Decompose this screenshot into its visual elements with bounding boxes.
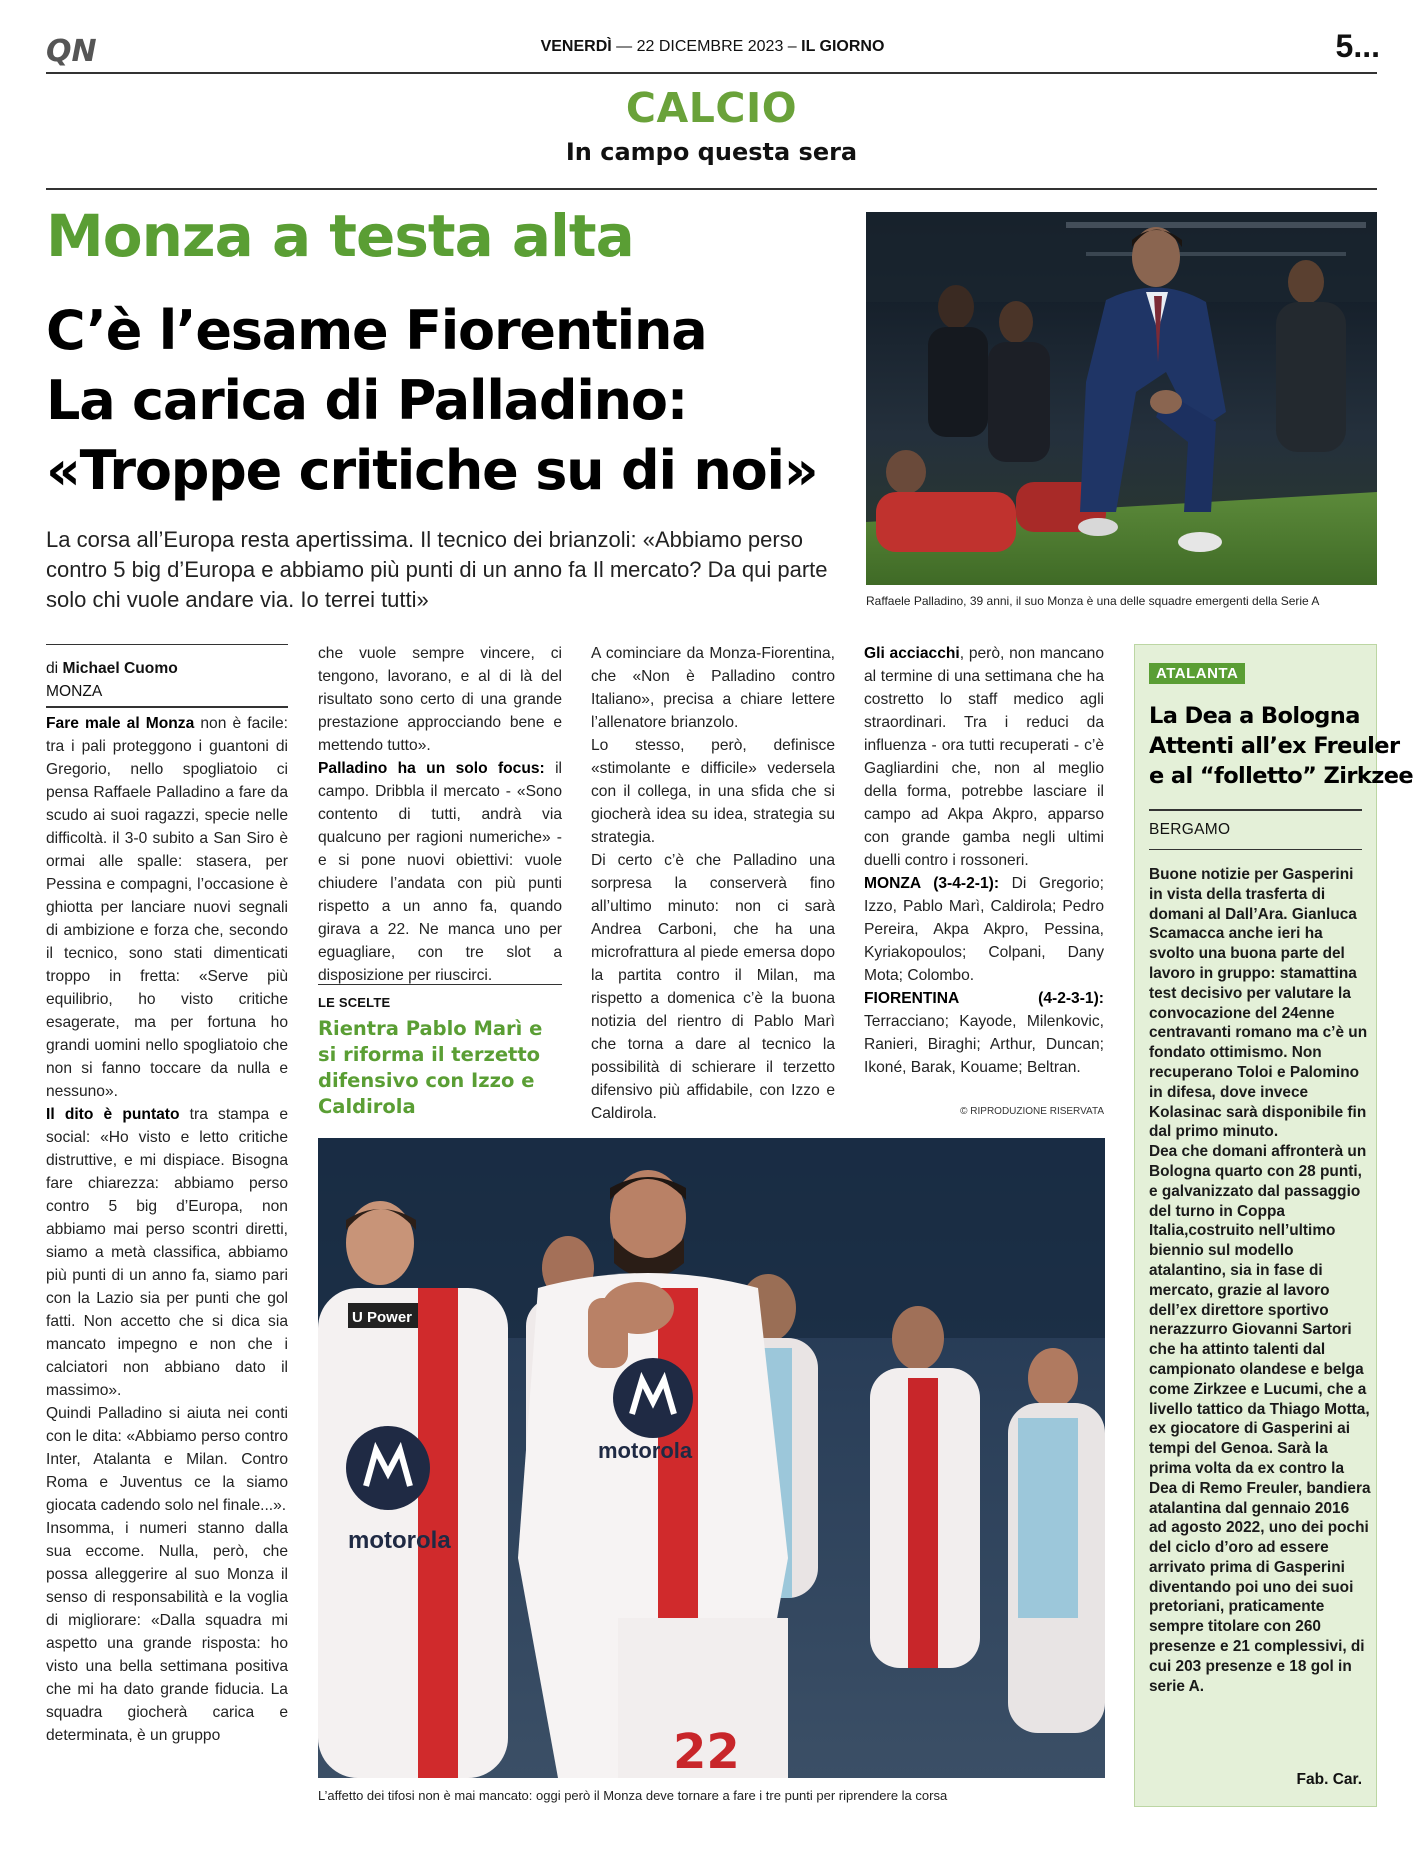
le-scelte-label: LE SCELTE bbox=[318, 995, 391, 1010]
headline-line: C’è l’esame Fiorentina bbox=[46, 299, 707, 362]
sidebar-paragraph bbox=[1149, 865, 1371, 1142]
page-number: 5... bbox=[1335, 28, 1380, 64]
headline-line: «Troppe critiche su di noi» bbox=[46, 439, 818, 502]
shirt-sponsor-left: motorola bbox=[348, 1527, 451, 1554]
sleeve-sponsor-text: U Power bbox=[352, 1309, 413, 1326]
section-subtitle: In campo questa sera bbox=[565, 138, 858, 166]
article-paragraph: Lo stesso, però, definisce «stimolante e difficile» vedersela con il collega, in una sfida che si giocherà idea su idea, strategia su strategia. bbox=[591, 737, 835, 846]
article-column-2 bbox=[318, 642, 562, 987]
header-rule bbox=[46, 72, 1377, 74]
logo-letter-n: N bbox=[71, 33, 95, 69]
paragraph-text: non è facile: tra i pali proteggono i guantoni di Gregorio, nello spogliatoio ci pensa Raffaele Palladino a fare da scudo ai suoi ragazzi, specie nelle difficoltà. il 3-0 subito a San Siro è ormai alle spalle: stasera, per Pessina e compagni, l’occasione è ghiotta per lanciare nuovi segnali di ambizione e forza che, secondo il tecnico, sono stati dimenticati troppo in fretta: «Serve più equilibrio, ho visto critiche esagerate, ma per fortuna ho grandi uomini nello spogliatoio che non si fanno toccare da nulla e nessuno». bbox=[46, 715, 288, 1100]
paragraph-text: per Gasperini in vista della trasferta di domani al Dall’Ara. Gianluca Scamacca anche ieri ha svolto una buona parte del lavoro in gruppo: stamattina test decisivo per valutare la convocazione del 24enne centravanti romano ma c’è un fondato ottimismo. Non recuperano Toloi e Palomino in difesa, dove invece Kolasinac sarà disponibile fin dal primo minuto. bbox=[1149, 866, 1368, 1141]
newspaper-logo bbox=[46, 33, 95, 69]
headline-title bbox=[46, 296, 817, 506]
atalanta-sidebar bbox=[1134, 644, 1414, 1807]
byline-rule bbox=[46, 706, 288, 708]
article-paragraph: Insomma, i numeri stanno dalla sua eccome. Nulla, però, che possa alleggerire al suo Monza il senso di responsabilità e la voglia di migliorare: «Dalla squadra mi aspetto una grande risposta: ho visto una bella settimana positiva che mi ha dato grande fiducia. La squadra giocherà carica e determinata, è un gruppo bbox=[46, 1520, 288, 1744]
players-photo bbox=[318, 1138, 1105, 1778]
lineup-team: MONZA (3-4-2-1): bbox=[864, 875, 1000, 892]
headline-summary: La corsa all’Europa resta apertissima. Il tecnico dei brianzoli: «Abbiamo perso contro 5 big d’Europa e abbiamo più punti di un anno fa Il mercato? Da qui parte solo chi vuole andare via. Io terrei tutti» bbox=[46, 527, 828, 612]
section-kicker: CALCIO bbox=[625, 84, 798, 132]
article-paragraph bbox=[864, 642, 1104, 872]
byline bbox=[46, 644, 288, 703]
coach-photo bbox=[866, 212, 1377, 585]
lineup-players: Terracciano; Kayode, Milenkovic, Ranieri, Biraghi; Arthur, Duncan; Ikoné, Barak, Kouame; Beltran. bbox=[864, 1013, 1104, 1076]
lineup-players: Di Gregorio; Izzo, Pablo Marì, Caldirola; Pedro Pereira, Akpa Akpro, Pessina, Kyriakopoulos; Colpani, Dany Mota; Colombo. bbox=[864, 875, 1104, 984]
article-column-3 bbox=[591, 642, 835, 1125]
lineup-fiorentina bbox=[864, 987, 1104, 1079]
paragraph-lead: Il dito è puntato bbox=[46, 1106, 180, 1123]
paragraph-lead: Fare male al Monza bbox=[46, 715, 195, 732]
sidebar-body bbox=[1149, 865, 1371, 1696]
sidebar-title-line: Attenti all’ex Freuler bbox=[1149, 733, 1400, 759]
le-scelte-box bbox=[318, 984, 562, 1120]
coach-photo-caption: Raffaele Palladino, 39 anni, il suo Monza è una delle squadre emergenti della Serie A bbox=[866, 594, 1320, 608]
dateline-separator: – bbox=[787, 38, 797, 55]
sidebar-title-line: e al “folletto” Zirkzee bbox=[1149, 763, 1414, 789]
sidebar-signature: Fab. Car. bbox=[1296, 1771, 1362, 1788]
coach-photo-illustration bbox=[866, 212, 1377, 585]
article-paragraph bbox=[318, 757, 562, 987]
logo-letter-q: Q bbox=[46, 33, 70, 69]
article-paragraph: Di certo c’è che Palladino una sorpresa la conserverà fino all’ultimo minuto: non ci sarà Andrea Carboni, che ha una microfrattura al piede emersa dopo la partita contro il Milan, ma rispetto a domenica c’è la buona notizia del rientro di Pablo Marì che torna a dare al tecnico la possibilità di schierare il terzetto difensivo più affidabile, con Izzo e Caldirola. bbox=[591, 852, 835, 1122]
article-column-1 bbox=[46, 712, 288, 1747]
article-paragraph: A cominciare da Monza-Fiorentina, che «Non è Palladino contro Italiano», precisa a chiare lettere l’allenatore brianzolo. bbox=[591, 645, 835, 731]
headline-line: La carica di Palladino: bbox=[46, 369, 688, 432]
shirt-number: 22 bbox=[673, 1724, 740, 1778]
sidebar-title-line: La Dea a Bologna bbox=[1149, 703, 1360, 729]
dateline bbox=[440, 38, 985, 56]
dateline-dash: — bbox=[616, 38, 633, 55]
dateline-paper: IL GIORNO bbox=[801, 38, 885, 55]
sidebar-tag: ATALANTA bbox=[1149, 663, 1245, 684]
le-scelte-title: Rientra Pablo Marì e si riforma il terzetto difensivo con Izzo e Caldirola bbox=[318, 1017, 543, 1118]
sidebar-rule bbox=[1149, 809, 1362, 811]
section-rule bbox=[46, 188, 1377, 190]
sidebar-paragraph: Dea che domani affronterà un Bologna quarto con 28 punti, e galvanizzato dal passaggio del turno in Coppa Italia,costruito nell’ultimo biennio sul modello atalantino, sia in fase di mercato, grazie al lavoro dell’ex direttore sportivo nerazzurro Giovanni Sartori che ha attinto talenti dal campionato olandese e belga come Zirkzee e Lucumi, che a livello tattico da Thiago Motta, ex giocatore di Gasperini ai tempi del Genoa. Sarà la prima volta da ex contro la Dea di Remo Freuler, bandiera atalantina dal gennaio 2016 ad agosto 2022, uno dei pochi del ciclo d’oro ad essere arrivato prima di Gasperini diventando poi uno dei suoi pretoriani, praticamente sempre titolare con 260 presenze e 21 complessivi, di cui 203 presenze e 18 gol in serie A. bbox=[1149, 1143, 1371, 1695]
sidebar-rule bbox=[1149, 849, 1362, 850]
byline-place: MONZA bbox=[46, 683, 103, 700]
paragraph-lead: Gli acciacchi bbox=[864, 645, 960, 662]
dateline-day: VENERDÌ bbox=[540, 38, 612, 55]
copyright-note: © RIPRODUZIONE RISERVATA bbox=[960, 1106, 1104, 1117]
lineup-team: FIORENTINA (4-2-3-1): bbox=[864, 990, 1104, 1007]
players-photo-caption: L’affetto dei tifosi non è mai mancato: oggi però il Monza deve tornare a fare i tre punti per riprendere la corsa bbox=[318, 1788, 948, 1803]
players-photo-illustration bbox=[318, 1138, 1105, 1778]
paragraph-text: tra stampa e social: «Ho visto e letto critiche distruttive, e mi dispiace. Bisogna fare chiarezza: abbiamo perso contro 5 big d’Europa, non abbiamo mai perso scontri diretti, siamo a metà classifica, abbiamo più punti di un anno fa, siamo pari con la Lazio sia per punti che gol fatti. Non accetto che si dica sia mancato impegno e non che i calciatori non abbiano dato il massimo». bbox=[46, 1106, 288, 1399]
headline-occhiello: Monza a testa alta bbox=[46, 202, 634, 270]
shirt-sponsor-center: motorola bbox=[598, 1438, 693, 1463]
paragraph-text: il campo. Dribbla il mercato - «Sono contento di tutti, andrà via qualcuno per ragioni numeriche» - e si pone nuovi obiettivi: vuole chiudere l’andata con più punti rispetto a un anno fa, quando girava a 22. Ne manca uno per eguagliare, con tre slot a disposizione per riuscirci. bbox=[318, 760, 562, 984]
paragraph-lead: Buone notizie bbox=[1149, 866, 1250, 883]
article-paragraph bbox=[46, 712, 288, 1103]
article-paragraph bbox=[46, 1103, 288, 1402]
dateline-date: 22 DICEMBRE 2023 bbox=[636, 38, 784, 55]
paragraph-lead: Palladino ha un solo focus: bbox=[318, 760, 545, 777]
article-column-4 bbox=[864, 642, 1104, 1079]
paragraph-text: , però, non mancano al termine di una settimana che ha costretto lo staff medico agli straordinari. Tra i reduci da influenza - ora tutti recuperati - c’è Gagliardini che, non al meglio della forma, potrebbe lasciare il campo ad Akpa Akpro, apparso con grande gamba negli ultimi duelli contro i rossoneri. bbox=[864, 645, 1105, 869]
article-paragraph: Quindi Palladino si aiuta nei conti con le dita: «Abbiamo perso contro Inter, Atalanta e Milan. Contro Roma e Juventus ce la siamo giocata cadendo solo nel finale...». bbox=[46, 1405, 288, 1514]
lineup-monza bbox=[864, 872, 1104, 987]
sidebar-place: BERGAMO bbox=[1149, 821, 1231, 838]
byline-prefix: di bbox=[46, 660, 59, 677]
article-paragraph: che vuole sempre vincere, ci tengono, lavorano, e al di là del risultato sono certo di una grande prestazione approcciando bene e mettendo tutto». bbox=[318, 645, 562, 754]
byline-author: Michael Cuomo bbox=[62, 660, 178, 677]
sidebar-title bbox=[1149, 701, 1414, 791]
